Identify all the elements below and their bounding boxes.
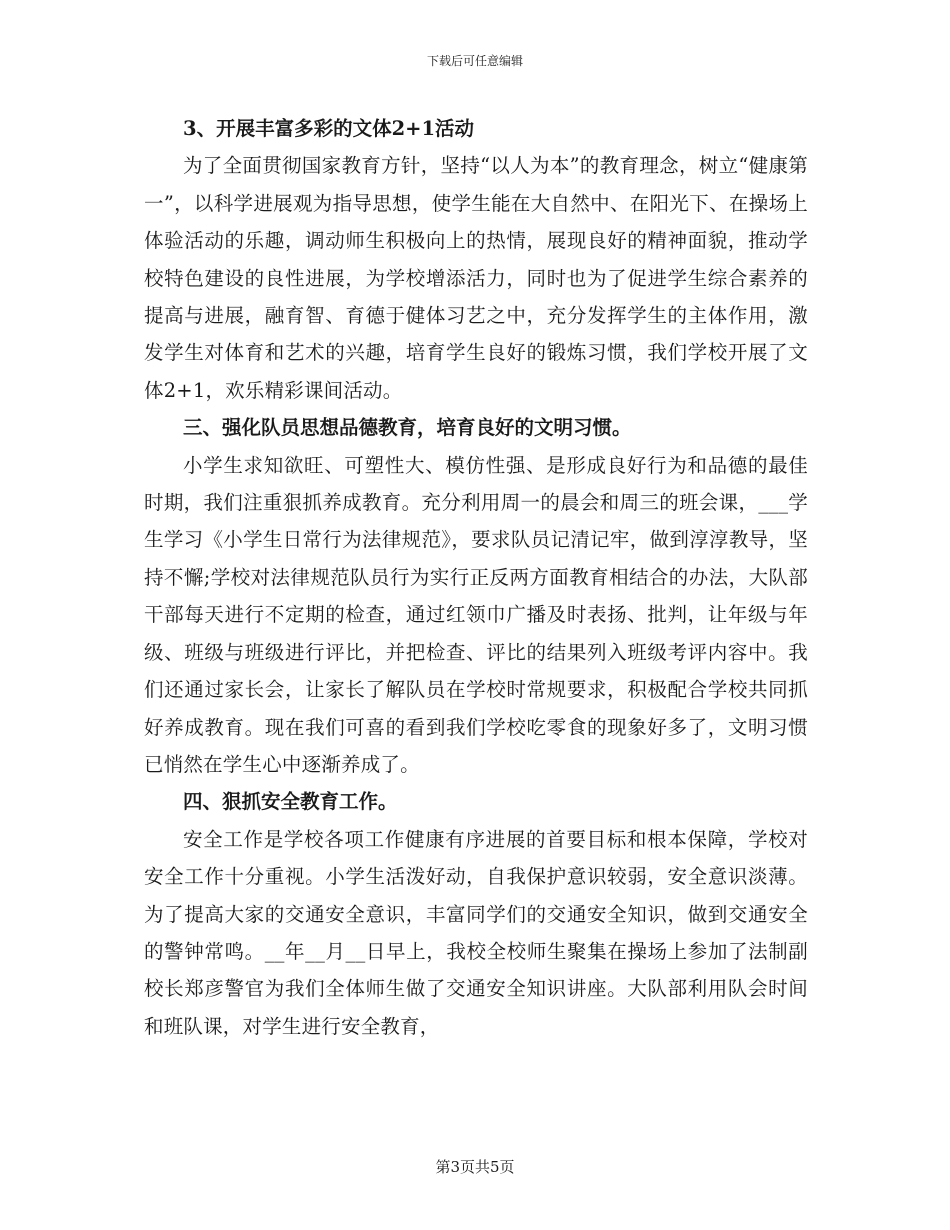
section-heading-3: 四、狠抓安全教育工作。 [183, 790, 398, 814]
page-number-footer: 第3页共5页 [435, 1158, 515, 1176]
page-header: 下载后可任意编辑 [426, 54, 523, 68]
section-paragraph-3: 安全工作是学校各项工作健康有序进展的首要目标和根本保障，学校对安全工作十分重视。小学生活泼好动，自我保护意识较弱，安全意识淡薄。为了提高大家的交通安全意识，丰富同学们的交通安全知识，做到交通安全的警钟常鸣。__年__月__日早上，我校全校师生聚集在操场上参加了法制副校长郑彦警官为我们全体师生做了交通安全知识讲座。大队部利用队会时间和班队课，对学生进行安全教育， [144, 827, 808, 1038]
section-paragraph-2: 小学生求知欲旺、可塑性大、模仿性强、是形成良好行为和品德的最佳时期，我们注重狠抓养成教育。充分利用周一的晨会和周三的班会课，___学生学习《小学生日常行为法律规范》，要求队员记清记牢，做到淳淳教导，坚持不懈;学校对法律规范队员行为实行正反两方面教育相结合的办法，大队部干部每天进行不定期的检查，通过红领巾广播及时表扬、批判，让年级与年级、班级与班级进行评比，并把检查、评比的结果列入班级考评内容中。我们还通过家长会，让家长了解队员在学校时常规要求，积极配合学校共同抓好养成教育。现在我们可喜的看到我们学校吃零食的现象好多了，文明习惯已悄然在学生心中逐渐养成了。 [144, 453, 808, 776]
section-paragraph-1: 为了全面贯彻国家教育方针，坚持“以人为本”的教育理念，树立“健康第一”，以科学进展观为指导思想，使学生能在大自然中、在阳光下、在操场上体验活动的乐趣，调动师生积极向上的热情，展现良好的精神面貌，推动学校特色建设的良性进展，为学校增添活力，同时也为了促进学生综合素养的提高与进展，融育智、育德于健体习艺之中，充分发挥学生的主体作用，激发学生对体育和艺术的兴趣，培育学生良好的锻炼习惯，我们学校开展了文体2+1，欢乐精彩课间活动。 [144, 154, 808, 402]
section-heading-1: 3、开展丰富多彩的文体2+1活动 [183, 117, 475, 140]
section-heading-2: 三、强化队员思想品德教育，培育良好的文明习惯。 [183, 416, 632, 440]
document-body [144, 110, 808, 1045]
